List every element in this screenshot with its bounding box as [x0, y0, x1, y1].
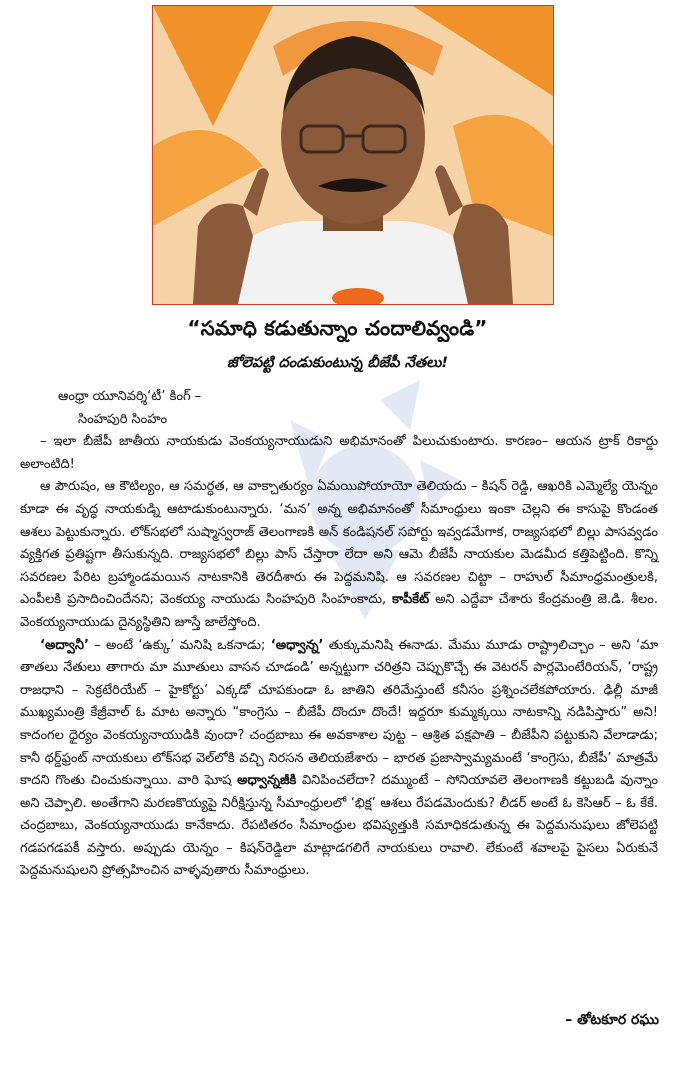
paragraph-2 [20, 476, 658, 634]
paragraph-2-text: ఆ పౌరుషం, ఆ కౌటిల్యం, ఆ సమర్ధత, ఆ వాక్చాతుర్యం ఏమయిపోయాయో తెలియదు – కిషన్ రెడ్డి, ఆఖరికి ఎమ్మెల్యే యెన్నం కూడా ఈ వృద్ధ నాయకుడ్ని ఆటాడుకుంటున్నారు. ‘మన’ అన్న అభిమానంతో సీమాంధ్రులు ఇంకా చెల్లని ఈ కాసుపై కొండంత ఆశలు పెట్టుకున్నారు. లోక్‌సభలో సుష్మాస్వరాజ్ తెలంగాణకి అన్ కండిషనల్ సపోర్టు ఇవ్వడమేగాక, రాజ్యసభలో బిల్లు పాసవ్వడం వ్యక్తిగత ప్రతిష్టగా తీసుకున్నది. రాజ్యసభలో బిల్లు పాస్ చేస్తారా లేదా అని ఆమె బీజేపీ నాయకుల మెడమీద కత్తిపెట్టింది. కొన్ని సవరణల పేరిట బ్రహ్మాండమయిన నాటకానికి తెరదీశారు ఈ పెద్దమనిషి. ఆ సవరణల చిట్టా – రాహుల్ సీమాంధ్రమంత్రులకి, ఎంపీలకి ప్రసాదించిందేనని; వెంకయ్య నాయుడు సింహపురి సింహంకాదు, [20, 479, 658, 608]
author-signature: – తోటకూర రఘు [565, 1012, 659, 1028]
headline: “సమాధి కడుతున్నాం చందాలివ్వండి” [187, 316, 488, 340]
paragraph-3-text-a: – అంటే ‘ఉక్కు’ మనిషి ఒకనాడు; [88, 637, 271, 653]
lead-line-1: ఆంధ్రా యూనివర్శి‘టీ’ కింగ్ – [58, 389, 202, 404]
article-photo [152, 5, 554, 305]
paragraph-1: – ఇలా బీజేపీ జాతీయ నాయకుడు వెంకయ్యనాయుడుని అభిమానంతో పిలుచుకుంటారు. కారణం– ఆయన ట్రాక్ రికార్డు అలాంటిది! [20, 434, 658, 472]
paragraph-3 [20, 635, 658, 884]
portrait-illustration [153, 6, 553, 304]
paragraph-2-tail: అని ఎద్దేవా చేశారు కేంద్రమంత్రి జె.డి. శీలం. వెంకయ్యనాయుడు దైన్యస్థితిని జూస్తే జాలేస్తోంది. [20, 592, 658, 630]
subheadline: జోలెపట్టి దండుకుంటున్న బీజేపీ నేతలు! [226, 355, 449, 371]
lead-line-2: సింహపురి సింహం [78, 411, 168, 427]
paragraph-2-bold: కాపీకేట్ [392, 592, 430, 608]
article-body [20, 386, 658, 883]
paragraph-3-text-b: తుక్కుమనిషి ఈనాడు. మేము మూడు రాష్ట్రాలిచ్చాం – అని ‘మా తాతలు నేతులు తాగారు మా మూతులు వాసన చూడండి’ అన్నట్టుగా చరిత్రని చెప్పుకొచ్చే ఈ వెటరన్ పార్లమెంటేరియన్, ‘రాష్ట్ర రాజధాని – సెక్రటేరియేట్ – హైకోర్టు’ ఎక్కడో చూపకుండా ఓ జాతిని తరిమేస్తుంటే కనీసం ప్రశ్నించలేకపోయారు. ఢిల్లీ మాజీ ముఖ్యమంత్రి కేజ్రీవాల్ ఓ మాట అన్నారు “కాంగ్రెసు – బీజేపీ దొందూ దొందే! ఇద్దరూ కుమ్మక్కయి నాటకాన్ని నడిపిస్తారు” అని! కాదంగల ధైర్యం వెంకయ్యనాయుడికి వుందా? చంద్రబాబు ఈ అవకాశాల పుట్ట – ఆశ్రిత పక్షపాతి – బీజేపీని పట్టుకుని వేలాడాడు; కానీ థర్డ్‌ఫ్రంట్ నాయకులు లోక్‌సభ వెల్‌లోకి వచ్చి నిరసన తెలియజేశారు – భారత ప్రజాస్వామ్యమంటే ‘కాంగ్రెసు, బీజేపీ’ మాత్రమే కాదని గొంతు చించుకున్నాయి. వారి ఘోష [20, 637, 658, 789]
paragraph-3-bold-3: అధ్వాన్నజీకి [237, 773, 297, 789]
paragraph-3-text-c: వినిపించలేదా? దమ్ముంటే – సోనియావలె తెలంగాణకి కట్టుబడి వున్నాం అని చెప్పాలి. అంతేగాని మరణకొయ్యపై నిరీక్షిస్తున్న సీమాంధ్రులలో ‘భిక్ష’ ఆశలు రేపడమెందుకు? లీడర్ అంటే ఓ కెసిఆర్ – ఓ కేకే. చంద్రబాబు, వెంకయ్యనాయుడు కానేకాదు. రేపటితరం సీమాంధ్రుల భవిష్యత్తుకి సమాధికడుతున్న ఈ పెద్దమనుషులు జోలెపట్టి గడపగడపకీ వస్తారు. అప్పుడు యెన్నం – కిషన్‌రెడ్డిలా మాట్లాడగలిగే నాయకులు రావాలి. లేకుంటే శవాలపై పైసలు ఏరుకునే పెద్దమనుషులని ప్రోత్సహించిన వాళ్ళవుతారు సీమాంధ్రులు. [20, 773, 658, 879]
paragraph-3-bold-1: ‘అద్వానీ’ [40, 637, 89, 653]
paragraph-3-bold-2: ‘అధ్వాన్న’ [270, 637, 324, 653]
